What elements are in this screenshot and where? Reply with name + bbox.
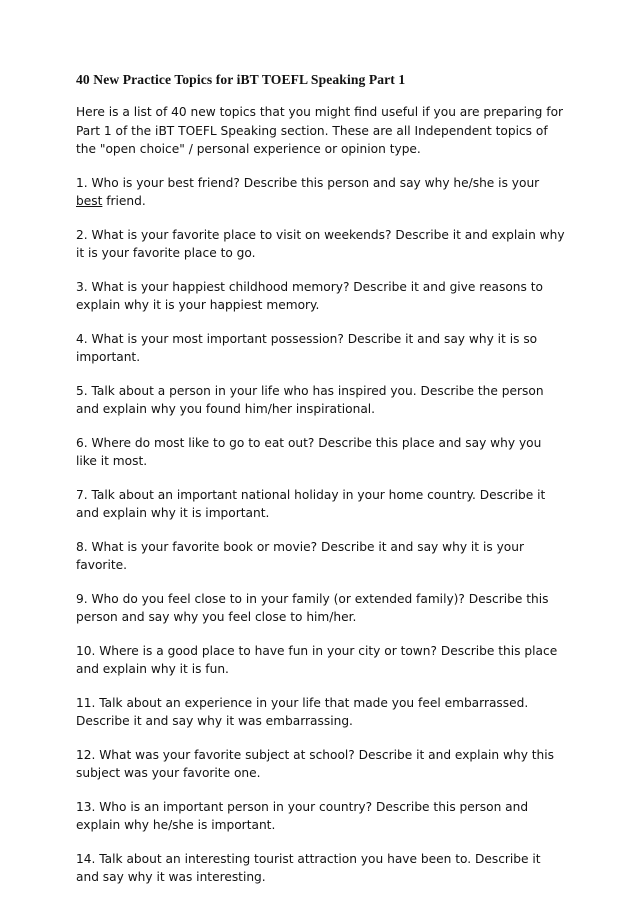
topic-item-9: 9. Who do you feel close to in your family (or extended family)? Describe this person and say why you feel close to him/her. <box>76 591 549 624</box>
intro-paragraph: Here is a list of 40 new topics that you might find useful if you are preparing for Part 1 of the iBT TOEFL Speaking section. These are all Independent topics of the "open choice" / personal experience or opinion type. <box>76 105 564 156</box>
topic-item-5: 5. Talk about a person in your life who has inspired you. Describe the person and explain why you found him/her inspirational. <box>76 383 544 416</box>
topic-item-7: 7. Talk about an important national holiday in your home country. Describe it and explain why it is important. <box>76 487 546 520</box>
topic-item-10: 10. Where is a good place to have fun in your city or town? Describe this place and explain why it is fun. <box>76 643 558 676</box>
topic-1-text-before: 1. Who is your best friend? Describe this person and say why he/she is your <box>76 175 540 190</box>
topic-item-1 <box>76 174 566 211</box>
topic-item-3: 3. What is your happiest childhood memory? Describe it and give reasons to explain why it is your happiest memory. <box>76 279 543 312</box>
topic-item-14: 14. Talk about an interesting tourist attraction you have been to. Describe it and say why it was interesting. <box>76 851 541 884</box>
document-title: 40 New Practice Topics for iBT TOEFL Speaking Part 1 <box>76 72 406 87</box>
topic-item-2: 2. What is your favorite place to visit on weekends? Describe it and explain why it is your favorite place to go. <box>76 227 565 260</box>
topic-item-12: 12. What was your favorite subject at school? Describe it and explain why this subject was your favorite one. <box>76 747 555 780</box>
topic-item-6: 6. Where do most like to go to eat out? Describe this place and say why you like it most. <box>76 435 542 468</box>
topic-item-4: 4. What is your most important possession? Describe it and say why it is so important. <box>76 331 538 364</box>
topic-1-underlined-word: best <box>76 194 103 208</box>
document-page <box>76 71 566 902</box>
topic-item-11: 11. Talk about an experience in your life that made you feel embarrassed. Describe it and say why it was embarrassing. <box>76 695 529 728</box>
topic-item-13: 13. Who is an important person in your country? Describe this person and explain why he/she is important. <box>76 799 529 832</box>
topic-1-text-after: friend. <box>102 194 146 208</box>
topic-item-8: 8. What is your favorite book or movie? Describe it and say why it is your favorite. <box>76 539 524 572</box>
